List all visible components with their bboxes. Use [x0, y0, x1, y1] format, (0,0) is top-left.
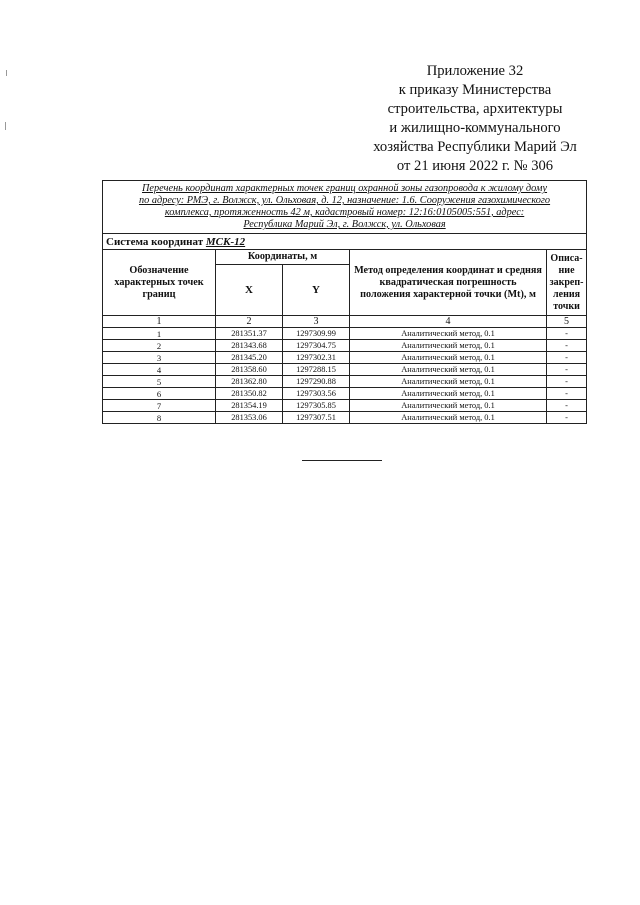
caption-line: комплекса, протяженность 42 м, кадастровый номер: 12:16:0105005:551, адрес: [164, 207, 525, 218]
header-x: X [216, 265, 283, 316]
y-value: 1297303.56 [283, 388, 350, 400]
table-row [103, 400, 587, 412]
y-value: 1297304.75 [283, 340, 350, 352]
description-value: - [547, 400, 587, 412]
appendix-line: и жилищно-коммунального [389, 120, 561, 136]
description-value: - [547, 352, 587, 364]
method-value: Аналитический метод, 0.1 [350, 412, 547, 424]
x-value: 281353.06 [216, 412, 283, 424]
method-value: Аналитический метод, 0.1 [350, 340, 547, 352]
x-value: 281351.37 [216, 328, 283, 340]
y-value: 1297288.15 [283, 364, 350, 376]
table-row [103, 340, 587, 352]
table-row [103, 376, 587, 388]
x-value: 281358.60 [216, 364, 283, 376]
table-row [103, 364, 587, 376]
coordinate-system-row [103, 234, 587, 250]
table-row [103, 388, 587, 400]
method-value: Аналитический метод, 0.1 [350, 388, 547, 400]
appendix-line: от 21 июня 2022 г. № 306 [396, 158, 554, 174]
point-number: 3 [103, 352, 216, 364]
scan-margin-mark [6, 70, 7, 76]
description-value: - [547, 388, 587, 400]
y-value: 1297309.99 [283, 328, 350, 340]
description-value: - [547, 328, 587, 340]
y-value: 1297307.51 [283, 412, 350, 424]
point-number: 2 [103, 340, 216, 352]
index-cell: 1 [103, 316, 216, 328]
point-number: 6 [103, 388, 216, 400]
index-cell: 3 [283, 316, 350, 328]
table-row [103, 352, 587, 364]
coordinate-system-label: Система координат [106, 235, 204, 248]
table-row [103, 328, 587, 340]
caption-line: Республика Марий Эл, г. Волжск, ул. Ольховая [243, 219, 446, 230]
index-cell: 5 [547, 316, 587, 328]
header-y: Y [283, 265, 350, 316]
appendix-line: строительства, архитектуры [387, 101, 563, 117]
description-value: - [547, 340, 587, 352]
header-point: Обозначение характерных точек границ [103, 250, 216, 316]
x-value: 281343.68 [216, 340, 283, 352]
description-value: - [547, 376, 587, 388]
method-value: Аналитический метод, 0.1 [350, 364, 547, 376]
header-coords: Координаты, м [216, 250, 350, 265]
y-value: 1297302.31 [283, 352, 350, 364]
table-caption [103, 181, 587, 234]
point-number: 4 [103, 364, 216, 376]
point-number: 5 [103, 376, 216, 388]
header-description: Описа- ние закреп- ления точки [547, 250, 587, 316]
caption-line: по адресу: РМЭ, г. Волжск, ул. Ольховая, д. 12, назначение: 1.6. Сооружения газохимического [138, 195, 551, 206]
method-value: Аналитический метод, 0.1 [350, 328, 547, 340]
point-number: 8 [103, 412, 216, 424]
description-value: - [547, 364, 587, 376]
end-divider [302, 460, 382, 461]
coordinate-system-value: МСК-12 [205, 235, 246, 248]
x-value: 281350.82 [216, 388, 283, 400]
appendix-line: хозяйства Республики Марий Эл [373, 139, 577, 155]
header-method: Метод определения координат и средняя квадратическая погрешность положения характерной точки (Mt), м [350, 250, 547, 316]
y-value: 1297290.88 [283, 376, 350, 388]
scan-margin-mark [5, 122, 6, 130]
index-cell: 2 [216, 316, 283, 328]
index-cell: 4 [350, 316, 547, 328]
x-value: 281345.20 [216, 352, 283, 364]
appendix-header [355, 62, 595, 176]
point-number: 7 [103, 400, 216, 412]
point-number: 1 [103, 328, 216, 340]
caption-line: Перечень координат характерных точек границ охранной зоны газопровода к жилому дому [142, 183, 548, 194]
method-value: Аналитический метод, 0.1 [350, 376, 547, 388]
method-value: Аналитический метод, 0.1 [350, 352, 547, 364]
x-value: 281354.19 [216, 400, 283, 412]
description-value: - [547, 412, 587, 424]
appendix-line: Приложение 32 [426, 63, 524, 79]
coordinates-table [102, 180, 587, 424]
x-value: 281362.80 [216, 376, 283, 388]
y-value: 1297305.85 [283, 400, 350, 412]
table-row [103, 412, 587, 424]
appendix-line: к приказу Министерства [398, 82, 552, 98]
method-value: Аналитический метод, 0.1 [350, 400, 547, 412]
